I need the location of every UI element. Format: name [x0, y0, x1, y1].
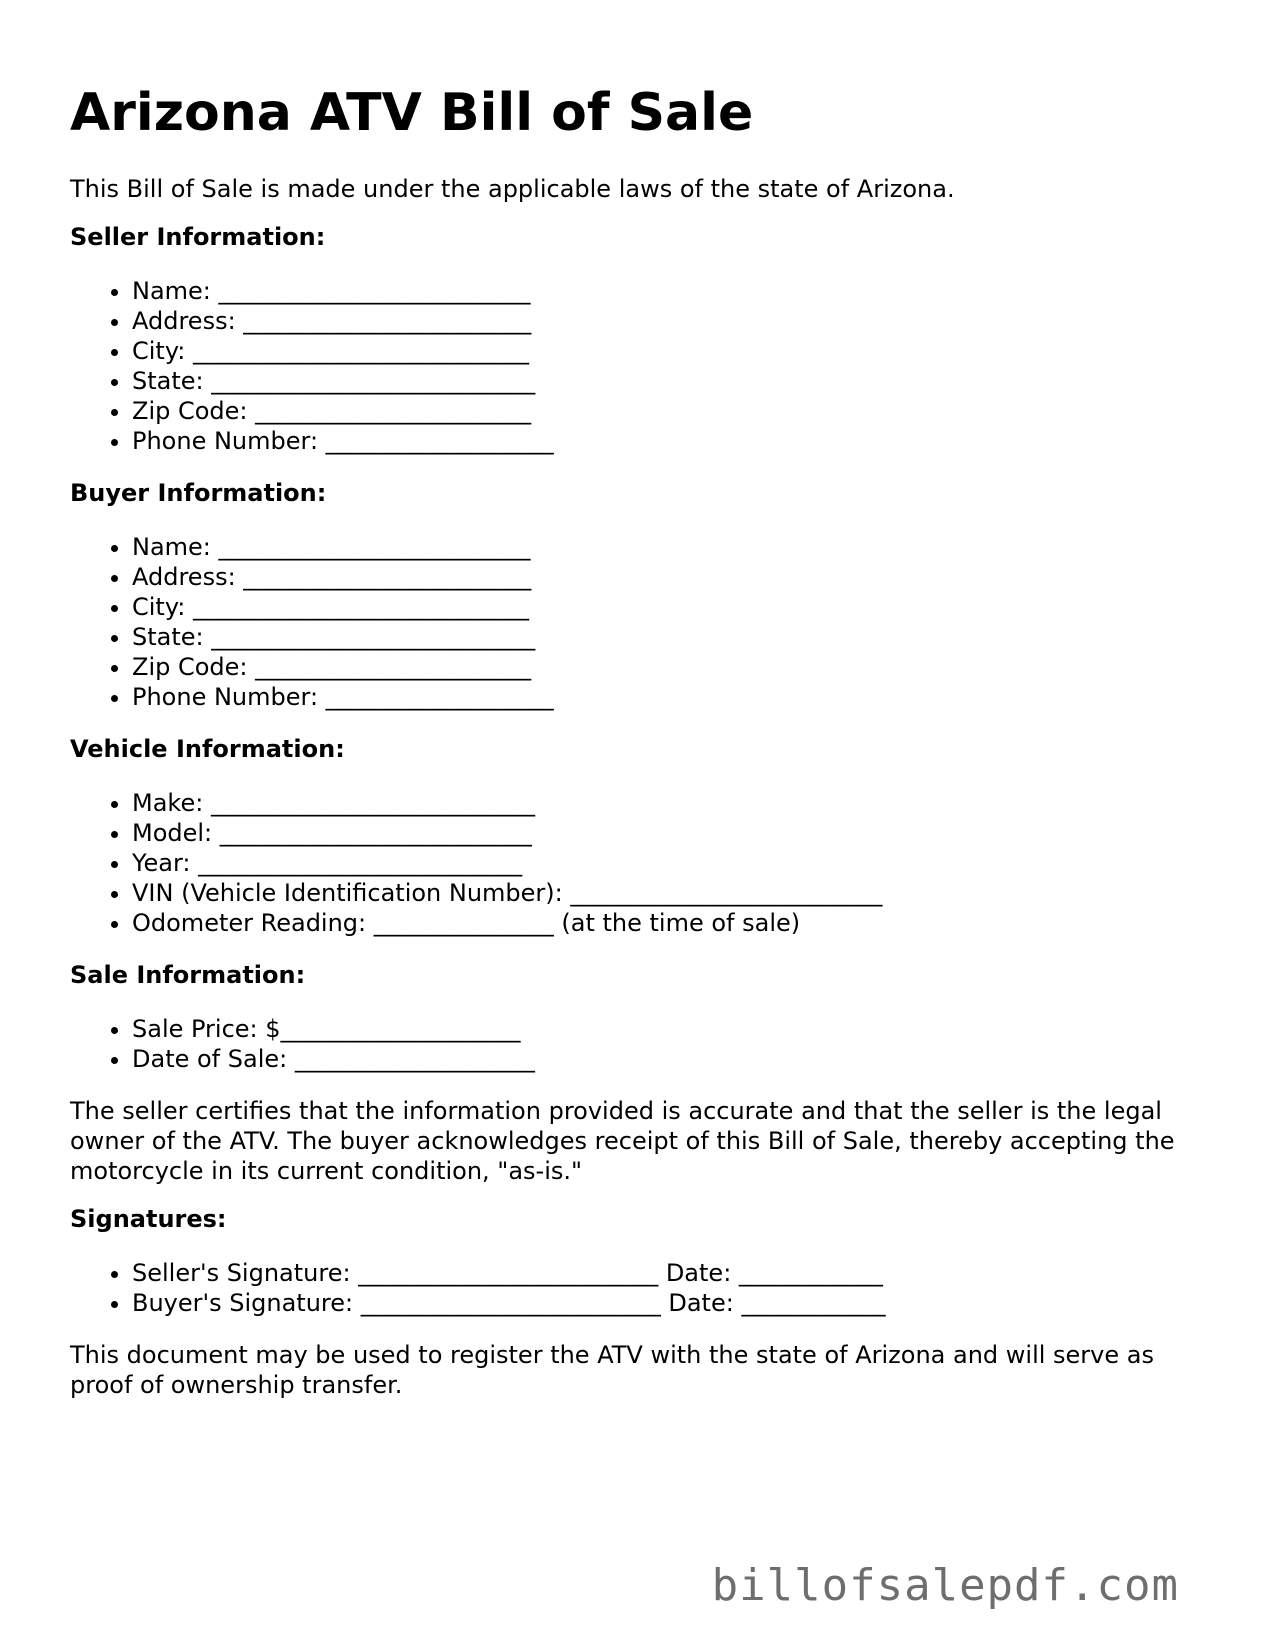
buyer-name-field: • Name: __________________________: [132, 532, 1220, 562]
buyer-info-list: [70, 532, 1220, 712]
sale-heading: Sale Information:: [70, 961, 306, 989]
document-page: [70, 78, 1220, 1418]
buyer-city-field: • City: ____________________________: [132, 592, 1220, 622]
buyer-signature-field: • Buyer's Signature: _________________________ Date: ____________: [132, 1288, 1220, 1318]
signatures-list: [70, 1258, 1220, 1318]
vehicle-year-field: • Year: ___________________________: [132, 848, 1220, 878]
vehicle-make-field: • Make: ___________________________: [132, 788, 1220, 818]
seller-address-field: • Address: ________________________: [132, 306, 1220, 336]
vehicle-model-field: • Model: __________________________: [132, 818, 1220, 848]
closing-paragraph: This document may be used to register the ATV with the state of Arizona and will serve as proof of ownership transfer.: [70, 1341, 1154, 1399]
certification-paragraph: The seller certifies that the information provided is accurate and that the seller is the legal owner of the ATV. The buyer acknowledges receipt of this Bill of Sale, thereby accepting the motorcycle in its current condition, "as-is.": [70, 1097, 1175, 1185]
vehicle-heading: Vehicle Information:: [70, 735, 345, 763]
vehicle-vin-field: • VIN (Vehicle Identification Number): __________________________: [132, 878, 1220, 908]
sale-info-list: [70, 1014, 1220, 1074]
site-watermark: billofsalepdf.com: [711, 1560, 1179, 1611]
signatures-heading: Signatures:: [70, 1205, 227, 1233]
buyer-state-field: • State: ___________________________: [132, 622, 1220, 652]
seller-signature-field: • Seller's Signature: _________________________ Date: ____________: [132, 1258, 1220, 1288]
buyer-heading: Buyer Information:: [70, 479, 327, 507]
vehicle-info-list: [70, 788, 1220, 938]
buyer-phone-field: • Phone Number: ___________________: [132, 682, 1220, 712]
sale-price-field: • Sale Price: $____________________: [132, 1014, 1220, 1044]
sale-date-field: • Date of Sale: ____________________: [132, 1044, 1220, 1074]
seller-info-list: [70, 276, 1220, 456]
intro-paragraph: This Bill of Sale is made under the applicable laws of the state of Arizona.: [70, 175, 955, 203]
seller-city-field: • City: ____________________________: [132, 336, 1220, 366]
vehicle-odometer-field: • Odometer Reading: _______________ (at the time of sale): [132, 908, 1220, 938]
seller-state-field: • State: ___________________________: [132, 366, 1220, 396]
seller-phone-field: • Phone Number: ___________________: [132, 426, 1220, 456]
seller-heading: Seller Information:: [70, 223, 326, 251]
seller-zip-field: • Zip Code: _______________________: [132, 396, 1220, 426]
document-title: Arizona ATV Bill of Sale: [70, 83, 754, 143]
buyer-address-field: • Address: ________________________: [132, 562, 1220, 592]
buyer-zip-field: • Zip Code: _______________________: [132, 652, 1220, 682]
seller-name-field: • Name: __________________________: [132, 276, 1220, 306]
